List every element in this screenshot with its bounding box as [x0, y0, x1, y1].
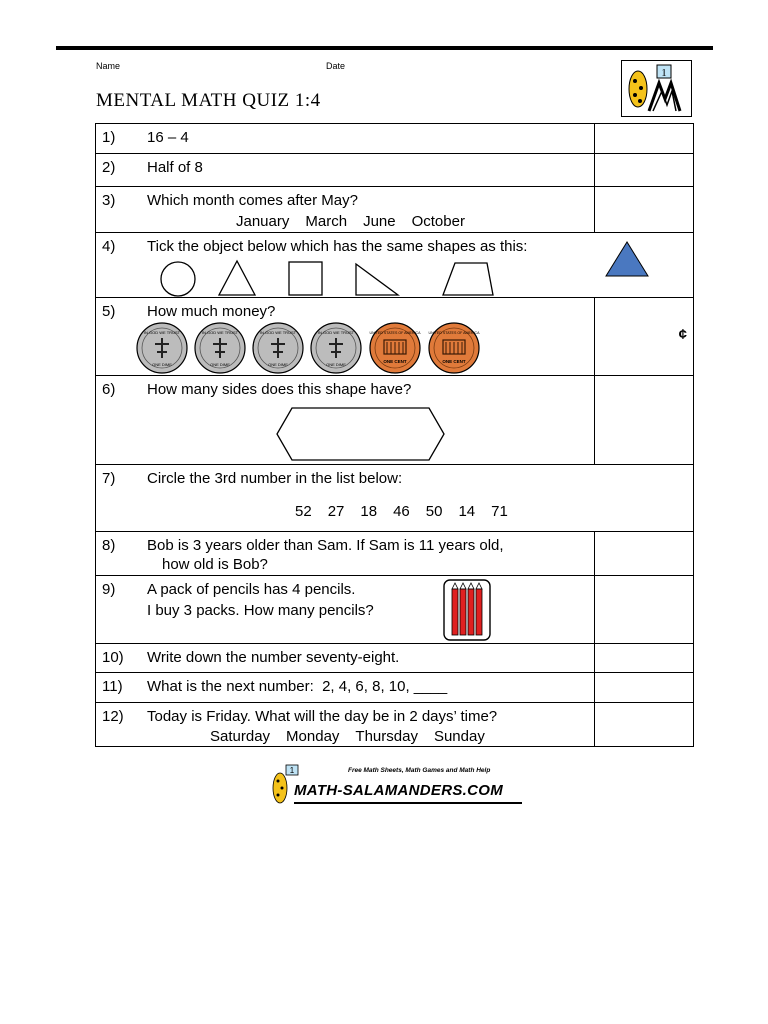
dime-text-bottom: ONE DIME	[326, 362, 346, 367]
question-number: 10)	[102, 649, 124, 666]
question-text: Circle the 3rd number in the list below:	[147, 470, 403, 487]
answer-box[interactable]	[594, 673, 693, 702]
question-text: Today is Friday. What will the day be in 2 days’ time?	[147, 708, 498, 725]
footer-underline	[294, 802, 522, 804]
penny-icon	[370, 323, 422, 373]
hexagon-shape	[274, 406, 446, 462]
question-row	[95, 186, 694, 233]
question-text: Which month comes after May?	[147, 192, 358, 209]
pencil-icon	[452, 583, 458, 635]
question-number: 7)	[102, 470, 116, 487]
trapezoid-option[interactable]	[443, 263, 493, 295]
answer-box[interactable]	[594, 154, 693, 186]
dime-icon	[195, 323, 245, 373]
dime-icon	[253, 323, 303, 373]
shape-options	[151, 259, 501, 299]
penny-text-bottom: ONE CENT	[442, 359, 466, 364]
answer-box[interactable]	[594, 376, 693, 464]
question-number: 2)	[102, 159, 116, 176]
question-row	[95, 672, 694, 703]
choice-monday[interactable]: Monday	[286, 728, 340, 745]
question-text: How much money?	[147, 303, 276, 320]
answer-box[interactable]	[594, 532, 693, 575]
dime-text-bottom: ONE DIME	[152, 362, 172, 367]
cents-unit: ¢	[678, 326, 687, 343]
answer-box[interactable]	[594, 187, 693, 232]
pencil-pack-icon	[443, 579, 491, 641]
blue-triangle-shape	[606, 242, 648, 276]
question-row	[95, 531, 694, 576]
list-number[interactable]: 50	[425, 503, 443, 520]
question-number: 6)	[102, 381, 116, 398]
dime-text-bottom: ONE DIME	[210, 362, 230, 367]
question-row	[95, 232, 694, 298]
dime-icon	[311, 323, 361, 373]
footer-logo[interactable]	[268, 762, 523, 808]
question-number: 3)	[102, 192, 116, 209]
answer-box[interactable]	[594, 576, 693, 643]
triangle-option[interactable]	[219, 261, 255, 295]
list-number[interactable]: 52	[295, 503, 312, 520]
logo-badge-text: 1	[661, 67, 667, 79]
question-number: 12)	[102, 708, 124, 725]
dime-text-top: IN GOD WE TRUST	[317, 330, 355, 335]
question-number: 5)	[102, 303, 116, 320]
square-option[interactable]	[289, 262, 322, 295]
question-text: A pack of pencils has 4 pencils.	[147, 581, 356, 598]
pencil-icon	[468, 583, 474, 635]
pencil-pack-box	[444, 580, 490, 640]
penny-text-top: UNITED STATES OF AMERICA	[428, 331, 480, 335]
question-text: Bob is 3 years older than Sam. If Sam is 11 years old,	[147, 537, 504, 554]
question-text-line2: how old is Bob?	[162, 556, 268, 573]
day-choices	[210, 728, 501, 745]
hexagon-outline	[277, 408, 444, 460]
choice-june[interactable]: June	[363, 213, 396, 230]
choice-sunday[interactable]: Sunday	[433, 728, 485, 745]
answer-box[interactable]	[594, 298, 693, 375]
list-number[interactable]: 14	[458, 503, 476, 520]
dime-text-bottom: ONE DIME	[268, 362, 288, 367]
top-rule	[56, 46, 713, 50]
dime-text-top: IN GOD WE TRUST	[201, 330, 239, 335]
question-number: 4)	[102, 238, 116, 255]
question-row	[95, 464, 694, 532]
circle-option[interactable]	[161, 262, 195, 296]
choice-january[interactable]: January	[236, 213, 290, 230]
penny-icon	[429, 323, 481, 373]
choice-saturday[interactable]: Saturday	[210, 728, 271, 745]
question-row	[95, 123, 694, 154]
question-number: 8)	[102, 537, 116, 554]
coins-group	[136, 322, 486, 374]
question-number: 11)	[102, 678, 123, 695]
date-label: Date	[326, 61, 346, 71]
name-label: Name	[96, 61, 121, 71]
salamander-logo	[621, 60, 692, 117]
page-title: MENTAL MATH QUIZ 1:4	[96, 90, 321, 111]
penny-text-top: UNITED STATES OF AMERICA	[369, 331, 421, 335]
list-number[interactable]: 46	[393, 503, 410, 520]
choice-march[interactable]: March	[305, 213, 348, 230]
question-text-line2: I buy 3 packs. How many pencils?	[147, 602, 374, 619]
answer-box[interactable]	[594, 703, 693, 746]
choice-thursday[interactable]: Thursday	[355, 728, 418, 745]
right-triangle-option[interactable]	[356, 264, 398, 295]
question-row	[95, 575, 694, 644]
list-number[interactable]: 71	[491, 503, 508, 520]
question-text: 16 – 4	[147, 129, 189, 146]
question-row	[95, 153, 694, 187]
pencil-icon	[460, 583, 466, 635]
footer-brand[interactable]: MATH-SALAMANDERS.COM	[294, 782, 504, 799]
quiz-table	[95, 123, 694, 747]
dime-text-top: IN GOD WE TRUST	[143, 330, 181, 335]
month-choices	[236, 213, 481, 230]
dime-text-top: IN GOD WE TRUST	[259, 330, 297, 335]
question-text: How many sides does this shape have?	[147, 381, 412, 398]
question-row	[95, 702, 694, 747]
pencil-icon	[476, 583, 482, 635]
question-text: What is the next number: 2, 4, 6, 8, 10, ____	[147, 678, 448, 695]
list-number[interactable]: 27	[327, 503, 345, 520]
question-number: 9)	[102, 581, 116, 598]
penny-text-bottom: ONE CENT	[383, 359, 407, 364]
question-row	[95, 297, 694, 376]
number-list	[295, 503, 524, 520]
footer-tagline: Free Math Sheets, Math Games and Math Help	[348, 767, 491, 774]
answer-box[interactable]	[594, 644, 693, 672]
blue-triangle-icon	[602, 239, 652, 279]
dime-icon	[137, 323, 187, 373]
answer-box[interactable]	[594, 124, 693, 153]
question-row	[95, 375, 694, 465]
question-text: Half of 8	[147, 159, 203, 176]
question-number: 1)	[102, 129, 116, 146]
list-number[interactable]: 18	[360, 503, 378, 520]
question-text: Write down the number seventy-eight.	[147, 649, 400, 666]
choice-october[interactable]: October	[411, 213, 465, 230]
question-text: Tick the object below which has the same shapes as this:	[147, 238, 528, 255]
question-row	[95, 643, 694, 673]
footer-badge-text: 1	[289, 766, 295, 775]
